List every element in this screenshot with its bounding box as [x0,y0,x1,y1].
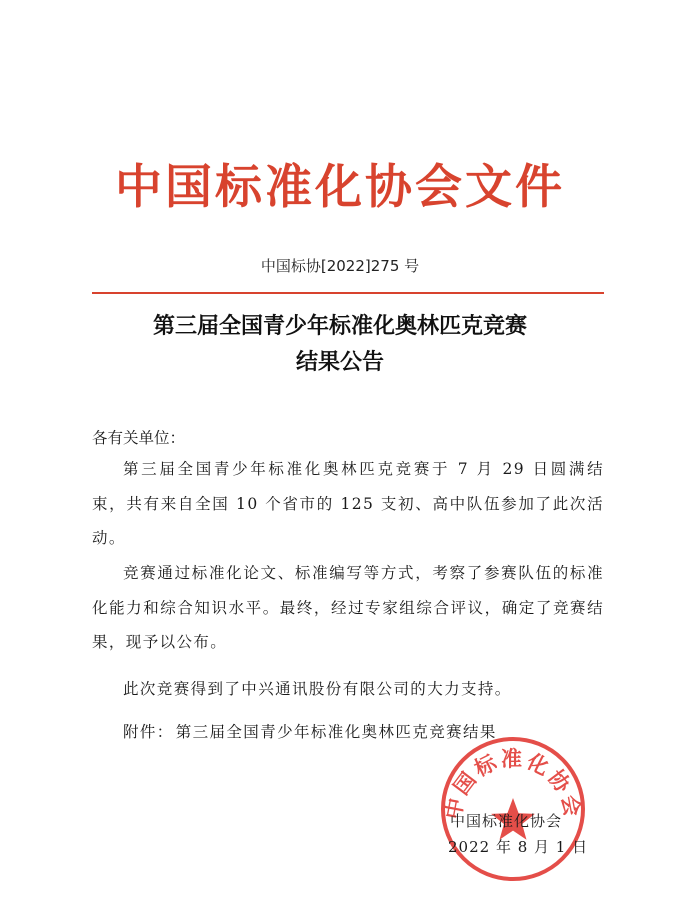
attachment-text: 第三届全国青少年标准化奥林匹克竞赛结果 [175,723,497,741]
document-header-title: 中国标准化协会文件 [115,160,565,215]
title-line-2: 结果公告 [295,349,384,375]
seal-text: 中国标准化协会 [440,746,586,822]
title-line-1: 第三届全国青少年标准化奥林匹克竞赛 [152,313,527,339]
paragraph-3: 此次竞赛得到了中兴通讯股份有限公司的大力支持。 [123,680,512,698]
salutation: 各有关单位： [92,429,186,447]
header-divider [92,292,604,294]
issue-date: 2022 年 8 月 1 日 [448,838,589,856]
signer-name: 中国标准化协会 [450,812,563,830]
official-seal [440,736,589,882]
paragraph-1: 第三届全国青少年标准化奥林匹克竞赛于 7 月 29 日圆满结束，共有来自全国 10 个省市的 125 支初、高中队伍参加了此次活动。 [92,460,604,547]
announcement-title [0,308,680,380]
paragraph-2: 竞赛通过标准化论文、标准编写等方式，考察了参赛队伍的标准化能力和综合知识水平。最终，经过专家组综合评议，确定了竞赛结果，现予以公布。 [92,564,604,651]
document-number: 中国标协[2022]275 号 [260,257,420,275]
attachment-label: 附件： [123,723,174,741]
